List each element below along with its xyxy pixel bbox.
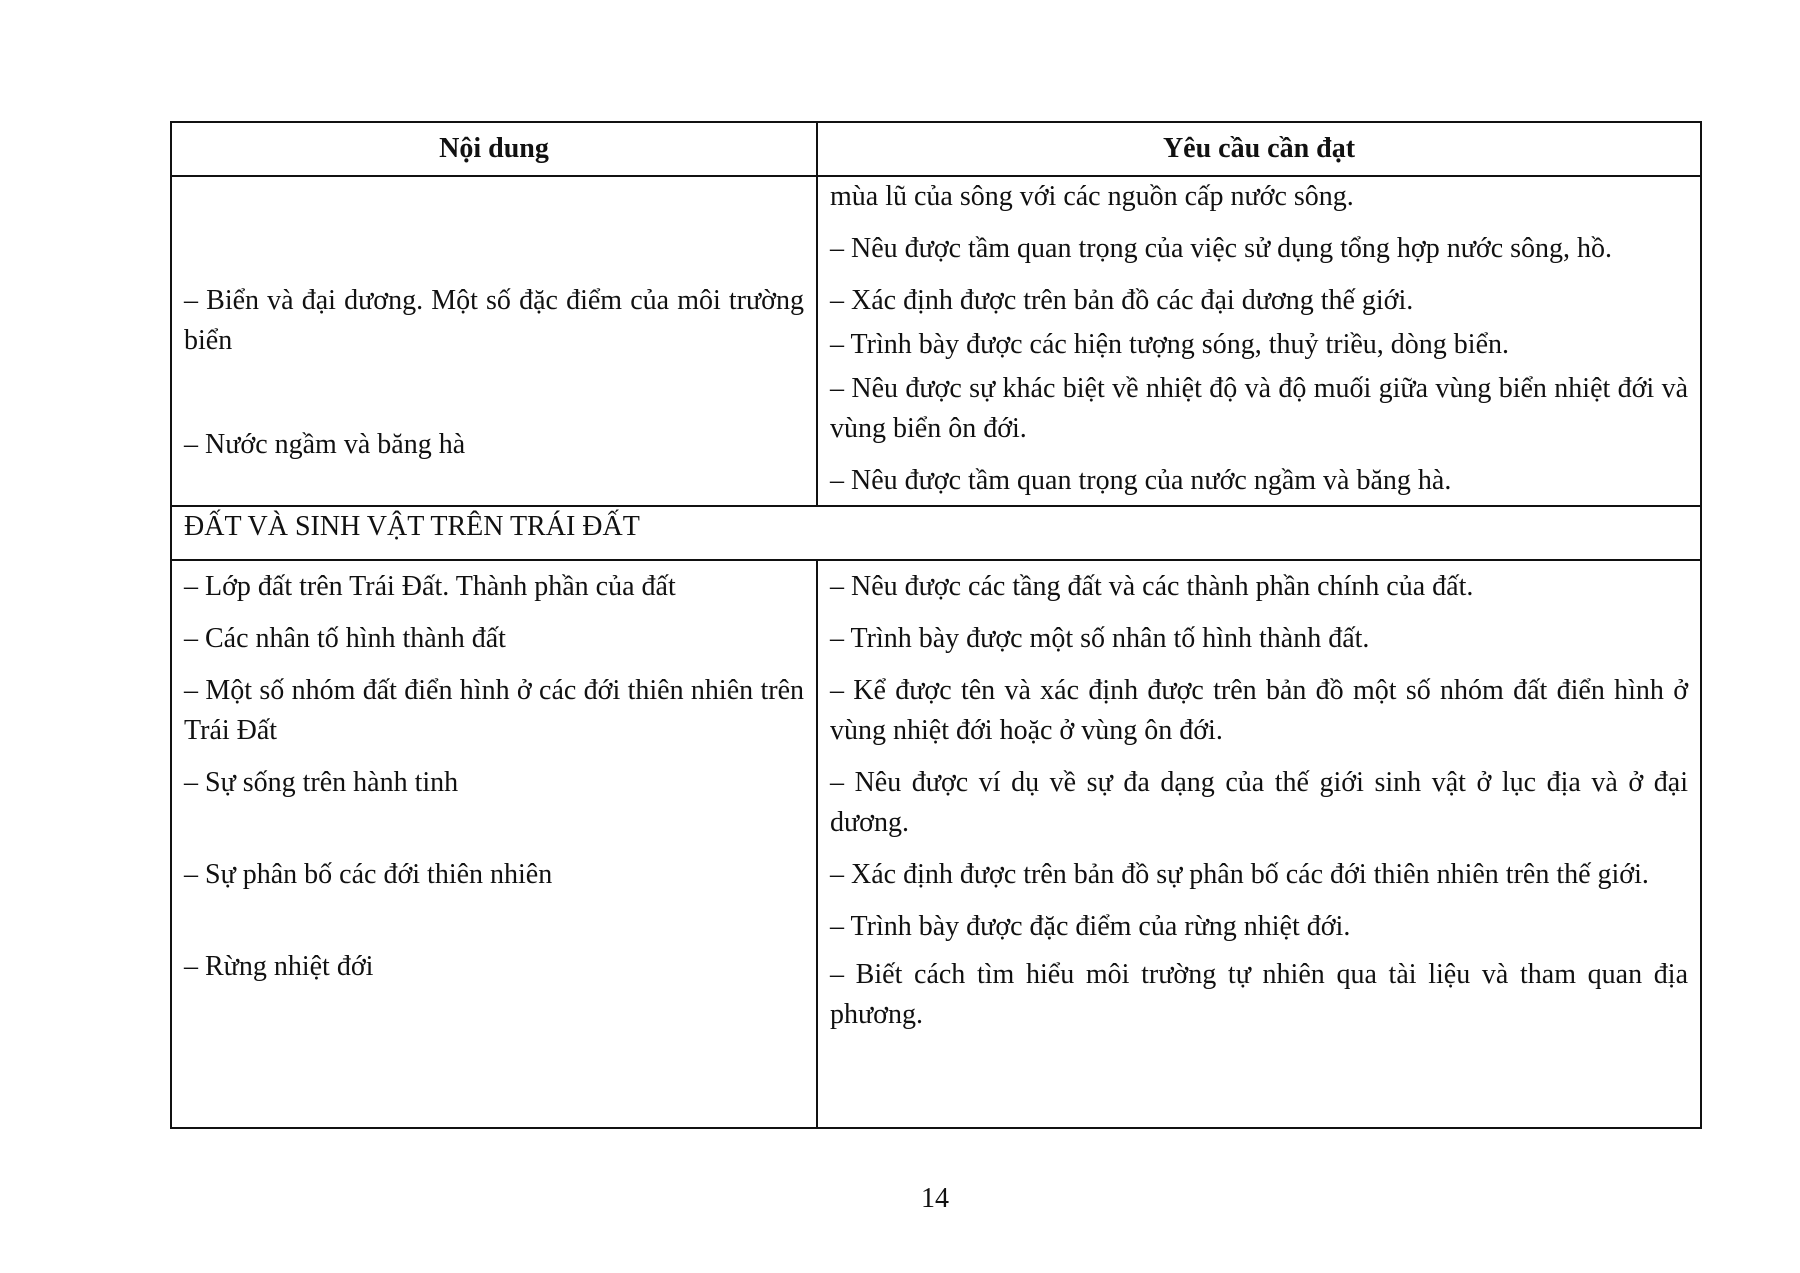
header-requirements: Yêu cầu cần đạt — [817, 122, 1701, 176]
requirement-item: – Xác định được trên bản đồ các đại dương thế giới. — [830, 285, 1414, 316]
content-item-oceans: – Biển và đại dương. Một số đặc điểm của môi trường biển — [184, 285, 804, 356]
content-cell — [171, 560, 817, 1128]
content-item: – Rừng nhiệt đới — [184, 951, 374, 982]
header-content: Nội dung — [171, 122, 817, 176]
table-row — [171, 176, 1701, 506]
section-heading-row — [171, 506, 1701, 560]
table-header-row — [171, 122, 1701, 176]
requirement-item: – Nêu được sự khác biệt về nhiệt độ và độ muối giữa vùng biển nhiệt đới và vùng biển ôn đới. — [830, 373, 1688, 444]
requirement-item: – Xác định được trên bản đồ sự phân bố các đới thiên nhiên trên thế giới. — [830, 859, 1649, 890]
content-cell — [171, 176, 817, 506]
content-item-groundwater: – Nước ngầm và băng hà — [184, 429, 466, 460]
requirement-item: – Nêu được ví dụ về sự đa dạng của thế giới sinh vật ở lục địa và ở đại dương. — [830, 767, 1688, 838]
content-item: – Các nhân tố hình thành đất — [184, 623, 506, 654]
requirement-item: – Kể được tên và xác định được trên bản đồ một số nhóm đất điển hình ở vùng nhiệt đới hoặc ở vùng ôn đới. — [830, 675, 1688, 746]
requirement-cell — [817, 560, 1701, 1128]
requirement-item: – Nêu được các tầng đất và các thành phần chính của đất. — [830, 571, 1474, 602]
page-number: 14 — [921, 1183, 949, 1214]
section-title: ĐẤT VÀ SINH VẬT TRÊN TRÁI ĐẤT — [171, 506, 1701, 560]
requirement-item: – Trình bày được các hiện tượng sóng, thuỷ triều, dòng biển. — [830, 329, 1509, 360]
table-row — [171, 560, 1701, 1128]
requirement-item: – Trình bày được đặc điểm của rừng nhiệt đới. — [830, 911, 1351, 942]
content-item: – Sự phân bố các đới thiên nhiên — [184, 859, 553, 890]
content-item: – Lớp đất trên Trái Đất. Thành phần của đất — [184, 571, 676, 602]
requirement-item: – Trình bày được một số nhân tố hình thành đất. — [830, 623, 1370, 654]
requirement-cell — [817, 176, 1701, 506]
requirement-item: mùa lũ của sông với các nguồn cấp nước sông. — [830, 181, 1354, 212]
requirement-item: – Nêu được tầm quan trọng của nước ngầm và băng hà. — [830, 465, 1452, 496]
curriculum-table — [170, 121, 1702, 1129]
content-item: – Một số nhóm đất điển hình ở các đới thiên nhiên trên Trái Đất — [184, 675, 804, 746]
content-item: – Sự sống trên hành tinh — [184, 767, 459, 798]
requirement-item: – Biết cách tìm hiểu môi trường tự nhiên qua tài liệu và tham quan địa phương. — [830, 959, 1688, 1030]
requirement-item: – Nêu được tầm quan trọng của việc sử dụng tổng hợp nước sông, hồ. — [830, 233, 1613, 264]
